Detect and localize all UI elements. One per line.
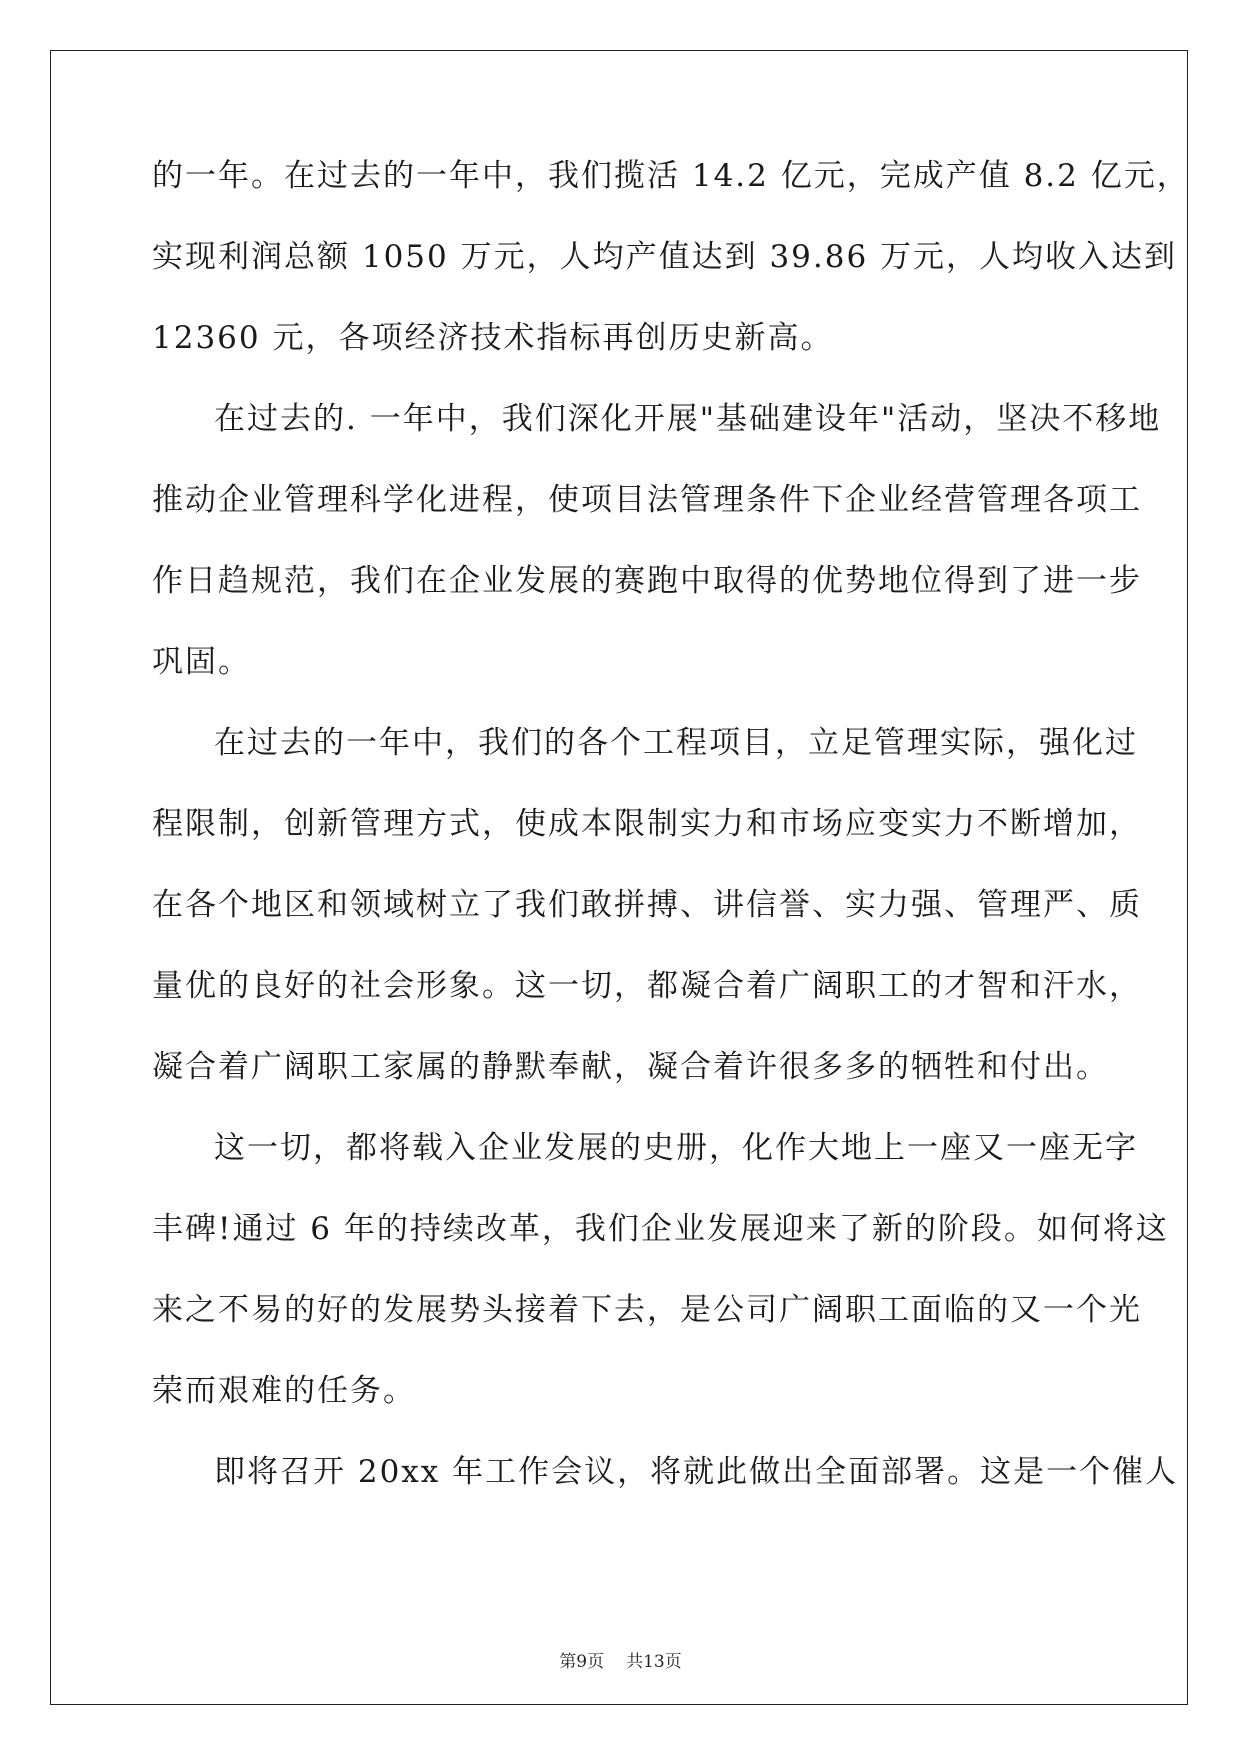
- text-line: 即将召开 20xx 年工作会议，将就此做出全面部署。这是一个催人: [214, 1454, 1179, 1490]
- text-line: 凝合着广阔职工家属的静默奉献，凝合着许很多多的牺牲和付出。: [152, 1049, 1109, 1085]
- text-line: 程限制，创新管理方式，使成本限制实力和市场应变实力不断增加，: [152, 806, 1142, 842]
- text-line: 12360 元，各项经济技术指标再创历史新高。: [152, 320, 834, 356]
- page-footer: [0, 1647, 1241, 1672]
- page-total: 共13页: [626, 1652, 682, 1672]
- text-line: 巩固。: [152, 644, 251, 680]
- text-line: 量优的良好的社会形象。这一切，都凝合着广阔职工的才智和汗水，: [152, 968, 1142, 1004]
- text-line: 这一切，都将载入企业发展的史册，化作大地上一座又一座无字: [214, 1130, 1138, 1166]
- text-line: 推动企业管理科学化进程，使项目法管理条件下企业经营管理各项工: [152, 482, 1142, 518]
- text-line: 作日趋规范，我们在企业发展的赛跑中取得的优势地位得到了进一步: [152, 563, 1142, 599]
- text-line: 在过去的一年中，我们的各个工程项目，立足管理实际，强化过: [214, 725, 1138, 761]
- text-line: 丰碑!通过 6 年的持续改革，我们企业发展迎来了新的阶段。如何将这: [152, 1211, 1169, 1247]
- text-line: 的一年。在过去的一年中，我们揽活 14.2 亿元，完成产值 8.2 亿元，: [152, 158, 1190, 194]
- text-line: 来之不易的好的发展势头接着下去，是公司广阔职工面临的又一个光: [152, 1292, 1142, 1328]
- page-number: 第9页: [559, 1652, 605, 1672]
- text-line: 在各个地区和领域树立了我们敢拼搏、讲信誉、实力强、管理严、质: [152, 887, 1142, 923]
- text-line: 在过去的. 一年中，我们深化开展"基础建设年"活动，坚决不移地: [214, 401, 1162, 437]
- document-body: [152, 158, 1190, 1537]
- text-line: 实现利润总额 1050 万元，人均产值达到 39.86 万元，人均收入达到: [152, 239, 1178, 275]
- text-line: 荣而艰难的任务。: [152, 1373, 416, 1409]
